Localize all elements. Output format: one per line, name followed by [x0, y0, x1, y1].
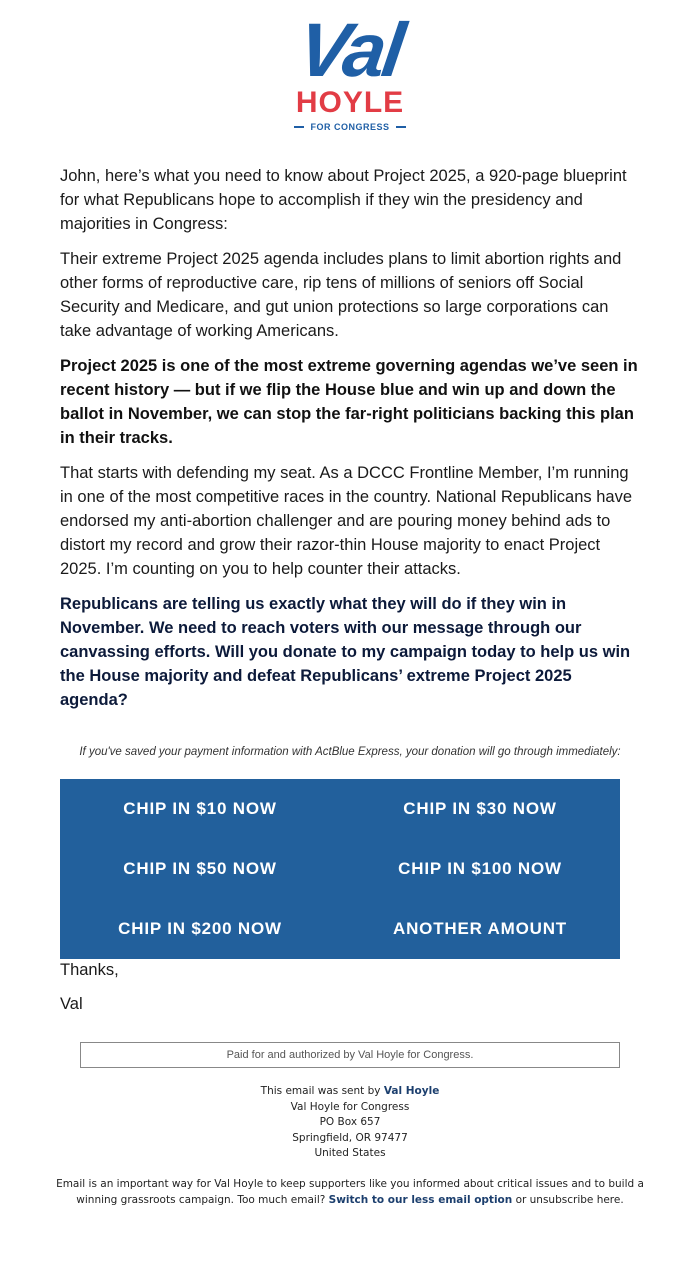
footer-sender: Val Hoyle	[383, 1085, 440, 1097]
body-paragraph-extreme: Project 2025 is one of the most extreme governing agendas we’ve seen in recent history — but if we flip the House blue and win up and down the ballot in November, we can stop the far-right politicians backing this plan in their tracks.	[60, 357, 638, 447]
paid-for-disclaimer: Paid for and authorized by Val Hoyle for Congress.	[80, 1042, 620, 1068]
donation-buttons	[60, 779, 620, 959]
footer-sent-by-prefix: This email was sent by	[260, 1085, 384, 1097]
footer-po-box: PO Box 657	[319, 1116, 381, 1128]
signoff	[60, 960, 119, 1028]
signoff-name: Val	[60, 995, 83, 1013]
footer-period: .	[620, 1193, 624, 1206]
body-paragraph-agenda: Their extreme Project 2025 agenda includes plans to limit abortion rights and other forms of reproductive care, rip tens of millions of seniors off Social Security and Medicare, and gut union protections so large corporations can take advantage of working Americans.	[60, 250, 622, 340]
logo-dash-right	[396, 126, 406, 128]
body-paragraph-intro: John, here’s what you need to know about Project 2025, a 920-page blueprint for what Republicans hope to accomplish if they win the presidency and majorities in Congress:	[60, 167, 627, 233]
donate-100-button[interactable]: CHIP IN $100 NOW	[398, 859, 562, 878]
actblue-express-note: If you've saved your payment information with ActBlue Express, your donation will go through immediately:	[79, 746, 621, 758]
logo-surname: HOYLE	[295, 86, 405, 119]
donate-200-button[interactable]: CHIP IN $200 NOW	[118, 919, 282, 938]
less-email-link[interactable]: Switch to our less email option	[328, 1193, 513, 1206]
footer-note-text: Email is an important way for Val Hoyle to keep supporters like you informed about critical issues and to build a winning grassroots campaign. Too much email?	[56, 1178, 644, 1206]
footer-or: or	[512, 1193, 530, 1206]
body-paragraph-ask: Republicans are telling us exactly what they will do if they win in November. We need to reach voters with our message through our canvassing efforts. Will you donate to my campaign today to help us win the House majority and defeat Republicans’ extreme Project 2025 agenda?	[60, 595, 631, 709]
donate-10-button[interactable]: CHIP IN $10 NOW	[123, 799, 277, 818]
footer-country: United States	[314, 1147, 386, 1159]
logo-tagline-row	[268, 122, 432, 132]
footer-city: Springfield, OR 97477	[292, 1131, 408, 1144]
donate-other-amount-button[interactable]: ANOTHER AMOUNT	[393, 919, 567, 938]
footer-sent-by	[0, 1084, 700, 1100]
email-body	[60, 164, 640, 723]
footer-address	[0, 1084, 700, 1162]
logo-dash-left	[294, 126, 304, 128]
donate-30-button[interactable]: CHIP IN $30 NOW	[403, 799, 557, 818]
logo-tagline: FOR CONGRESS	[310, 122, 390, 132]
unsubscribe-link[interactable]: unsubscribe here	[529, 1193, 621, 1206]
logo-name: Val	[292, 8, 408, 93]
footer-org: Val Hoyle for Congress	[290, 1100, 410, 1113]
body-paragraph-seat: That starts with defending my seat. As a DCCC Frontline Member, I’m running in one of the most competitive races in the country. National Republicans have endorsed my anti-abortion challenger and are pouring money behind ads to distort my record and grow their razor-thin House majority to enact Project 2025. I’m counting on you to help counter their attacks.	[60, 464, 633, 578]
campaign-logo	[268, 8, 432, 142]
donate-50-button[interactable]: CHIP IN $50 NOW	[123, 859, 277, 878]
footer-email-note	[56, 1177, 644, 1208]
signoff-thanks: Thanks,	[60, 961, 119, 979]
